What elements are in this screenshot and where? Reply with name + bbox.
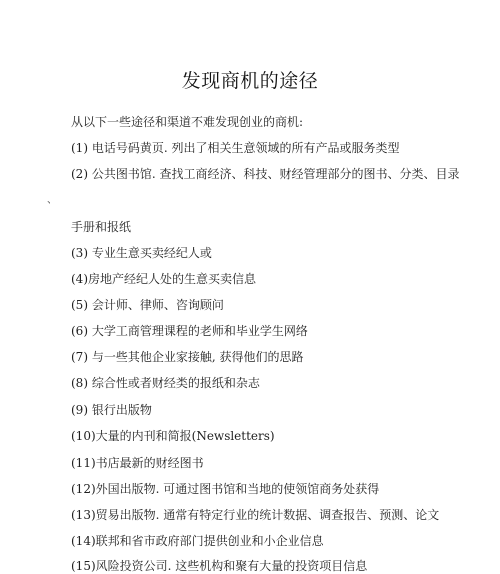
list-item: (12)外国出版物. 可通过图书馆和当地的使领馆商务处获得 — [71, 482, 380, 496]
page-title: 发现商机的途径 — [181, 70, 319, 92]
list-item: (5) 会计师、律师、咨询顾问 — [71, 298, 224, 312]
list-item: (3) 专业生意买卖经纪人或 — [71, 246, 212, 260]
list-item: (13)贸易出版物. 通常有特定行业的统计数据、调查报告、预测、论文 — [71, 508, 440, 522]
list-item: (10)大量的内刊和简报(Newsletters) — [71, 429, 275, 443]
list-item: (1) 电话号码黄页. 列出了相关生意领域的所有产品或服务类型 — [71, 141, 400, 155]
list-item: (14)联邦和省市政府部门提供创业和小企业信息 — [71, 534, 324, 548]
list-item: (6) 大学工商管理课程的老师和毕业学生网络 — [71, 324, 308, 338]
list-item: (2) 公共图书馆. 查找工商经济、科技、财经管理部分的图书、分类、目录 — [71, 167, 460, 181]
list-item: (15)风险投资公司. 这些机构和聚有大量的投资项目信息 — [71, 559, 368, 573]
intro-paragraph: 从以下一些途径和渠道不难发现创业的商机: — [71, 115, 304, 129]
list-item: (11)书店最新的财经图书 — [71, 456, 204, 470]
list-item: (9) 银行出版物 — [71, 403, 152, 417]
list-item: 手册和报纸 — [71, 220, 132, 234]
list-item: (7) 与一些其他企业家接触, 获得他们的思路 — [71, 350, 304, 364]
stray-mark: 、 — [47, 195, 57, 206]
list-item: (8) 综合性或者财经类的报纸和杂志 — [71, 376, 260, 390]
list-item: (4)房地产经纪人处的生意买卖信息 — [71, 272, 256, 286]
